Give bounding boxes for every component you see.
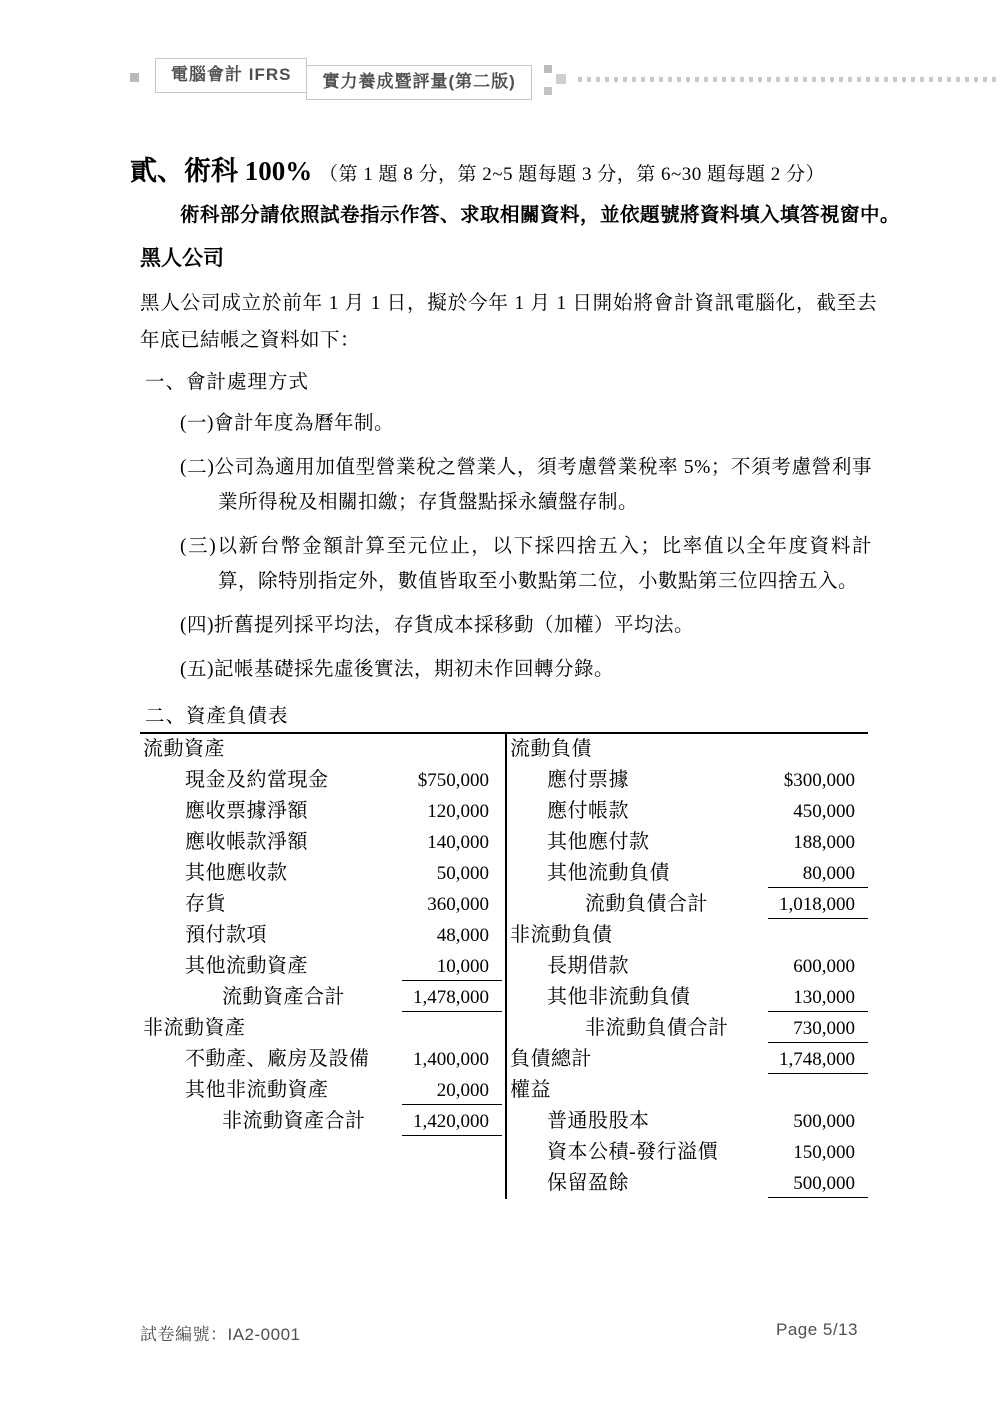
item-text: 以新台幣金額計算至元位止，以下採四捨五入；比率值以全年度資料計算，除特別指定外，數值皆取至小數點第二位，小數點第三位四捨五入。: [216, 536, 872, 592]
account-amount: 150,000: [793, 1142, 855, 1163]
account-label: 其他流動資產: [185, 955, 308, 977]
account-label: 其他流動負債: [547, 862, 670, 884]
account-amount: 500,000: [768, 1168, 868, 1198]
page-number: Page 5/13: [775, 1320, 858, 1339]
balance-sheet-row: [507, 982, 868, 1013]
account-amount: 50,000: [436, 863, 489, 884]
balance-sheet-row: [507, 1013, 868, 1044]
account-amount: 48,000: [436, 925, 489, 946]
balance-sheet-row: [507, 1168, 868, 1199]
account-label: 非流動負債: [510, 924, 613, 946]
balance-sheet-table: [140, 732, 868, 1199]
item-label: (三): [180, 536, 217, 557]
account-amount: 20,000: [402, 1075, 502, 1105]
account-label: 其他應收款: [185, 862, 288, 884]
balance-sheet-row: [140, 1106, 505, 1137]
item-text: 公司為適用加值型營業稅之營業人，須考慮營業稅率 5%；不須考慮營利事業所得稅及相關扣繳；存貨盤點採永續盤存制。: [214, 457, 872, 513]
section-title: [130, 154, 1000, 192]
balance-sheet-row: [507, 734, 868, 765]
account-label: 資本公積-發行溢價: [547, 1141, 719, 1163]
balance-sheet-row: [507, 796, 868, 827]
account-amount: 1,400,000: [413, 1049, 489, 1070]
exam-doc-number: 試卷編號：IA2-0001: [140, 1325, 301, 1344]
item-label: (四): [180, 615, 214, 636]
account-amount: [402, 1013, 502, 1043]
list-item: [180, 529, 872, 599]
square-icon: [544, 87, 552, 95]
list-item: [180, 450, 872, 520]
balance-sheet-row: [507, 951, 868, 982]
balance-sheet-row: [140, 889, 505, 920]
account-amount: 188,000: [793, 832, 855, 853]
account-label: 流動資產合計: [222, 986, 345, 1008]
balance-sheet-row: [140, 765, 505, 796]
account-amount: 500,000: [793, 1111, 855, 1132]
account-label: 預付款項: [185, 924, 267, 946]
page-header: [130, 58, 1000, 100]
section-subtitle: 術科部分請依照試卷指示作答、求取相關資料，並依題號將資料填入填答視窗中。: [180, 205, 901, 226]
balance-sheet-row: [507, 1137, 868, 1168]
balance-sheet-row: [507, 765, 868, 796]
square-icon: [556, 74, 566, 84]
account-amount: [768, 734, 868, 764]
balance-sheet-row: [140, 858, 505, 889]
book-title-tabs: [155, 58, 532, 100]
account-label: 存貨: [185, 893, 226, 915]
account-label: 其他非流動資產: [185, 1079, 329, 1101]
account-label: 長期借款: [547, 955, 629, 977]
balance-sheet-row: [507, 1075, 868, 1106]
balance-sheet-row: [507, 1044, 868, 1075]
book-title-tab-1: [155, 58, 307, 93]
account-label: 非流動資產合計: [222, 1110, 366, 1132]
account-label: 應付票據: [547, 769, 629, 791]
account-label: 其他應付款: [547, 831, 650, 853]
book-title-1: 電腦會計 IFRS: [171, 65, 292, 84]
square-icon: [544, 65, 552, 73]
account-label: 現金及約當現金: [185, 769, 329, 791]
section-title-note: （第 1 題 8 分，第 2~5 題每題 3 分，第 6~30 題每題 2 分）: [319, 164, 826, 185]
account-label: 保留盈餘: [547, 1172, 629, 1194]
account-amount: 600,000: [793, 956, 855, 977]
balance-sheet-row: [507, 858, 868, 889]
section-title-main: 貳、術科 100%: [130, 156, 313, 186]
account-amount: 730,000: [768, 1013, 868, 1043]
account-amount: [768, 1075, 868, 1105]
balance-sheet-row: [140, 796, 505, 827]
account-amount: 450,000: [793, 801, 855, 822]
account-amount: $300,000: [783, 770, 855, 791]
account-label: 非流動資產: [143, 1017, 246, 1039]
balance-sheet-row: [140, 982, 505, 1013]
book-title-tab-2: [306, 65, 531, 100]
list-item: [180, 608, 872, 643]
balance-sheet-row: [140, 734, 505, 765]
section2-heading: 二、資產負債表: [145, 706, 289, 727]
account-amount: 1,478,000: [402, 982, 502, 1012]
item-text: 會計年度為曆年制。: [214, 413, 395, 434]
item-text: 折舊提列採平均法，存貨成本採移動（加權）平均法。: [214, 615, 695, 636]
account-amount: 10,000: [402, 951, 502, 981]
account-amount: [402, 734, 502, 764]
balance-sheet-row: [507, 889, 868, 920]
account-label: 非流動負債合計: [585, 1017, 729, 1039]
account-label: 普通股股本: [547, 1110, 650, 1132]
item-label: (五): [180, 659, 214, 680]
balance-sheet-row: [507, 1106, 868, 1137]
account-amount: 80,000: [768, 858, 868, 888]
account-amount: [768, 920, 868, 950]
account-amount: 130,000: [768, 982, 868, 1012]
account-label: 應收帳款淨額: [185, 831, 308, 853]
dotted-divider: [578, 77, 1000, 82]
balance-sheet-row: [140, 920, 505, 951]
account-label: 應付帳款: [547, 800, 629, 822]
account-label: 權益: [510, 1079, 551, 1101]
item-text: 記帳基礎採先虛後實法，期初未作回轉分錄。: [214, 659, 615, 680]
account-label: 負債總計: [510, 1048, 592, 1070]
balance-sheet-row: [140, 1013, 505, 1044]
book-title-2: 實力養成暨評量(第二版): [322, 72, 516, 91]
account-amount: 140,000: [427, 832, 489, 853]
list-item: [180, 406, 872, 441]
company-name-heading: 黑人公司: [140, 246, 224, 270]
balance-sheet-row: [507, 920, 868, 951]
balance-sheet-row: [140, 951, 505, 982]
section1-heading: 一、會計處理方式: [145, 372, 310, 393]
stair-squares-icon: [544, 58, 568, 98]
balance-sheet-row: [140, 1044, 505, 1075]
balance-sheet-row: [507, 827, 868, 858]
account-label: 流動負債: [510, 738, 592, 760]
account-label: 不動產、廠房及設備: [185, 1048, 370, 1070]
liabilities-equity-column: [505, 734, 868, 1199]
account-amount: 1,420,000: [402, 1106, 502, 1136]
account-amount: 360,000: [427, 894, 489, 915]
item-label: (二): [180, 457, 215, 478]
account-amount: $750,000: [417, 770, 489, 791]
balance-sheet-row: [140, 1075, 505, 1106]
account-amount: 1,748,000: [768, 1044, 868, 1074]
list-item: [180, 652, 872, 687]
page-footer: [140, 1320, 858, 1345]
account-label: 流動負債合計: [585, 893, 708, 915]
account-label: 流動資產: [143, 738, 225, 760]
account-label: 應收票據淨額: [185, 800, 308, 822]
account-amount: 120,000: [427, 801, 489, 822]
exam-document-page: [0, 58, 1000, 1414]
accounting-items-list: [0, 406, 1000, 687]
intro-paragraph: 黑人公司成立於前年 1 月 1 日，擬於今年 1 月 1 日開始將會計資訊電腦化，截至去年底已結帳之資料如下：: [140, 293, 877, 351]
assets-column: [140, 734, 505, 1199]
account-label: 其他非流動負債: [547, 986, 691, 1008]
square-bullet-icon: [130, 73, 139, 82]
account-amount: 1,018,000: [768, 889, 868, 919]
item-label: (一): [180, 413, 214, 434]
balance-sheet-row: [140, 827, 505, 858]
